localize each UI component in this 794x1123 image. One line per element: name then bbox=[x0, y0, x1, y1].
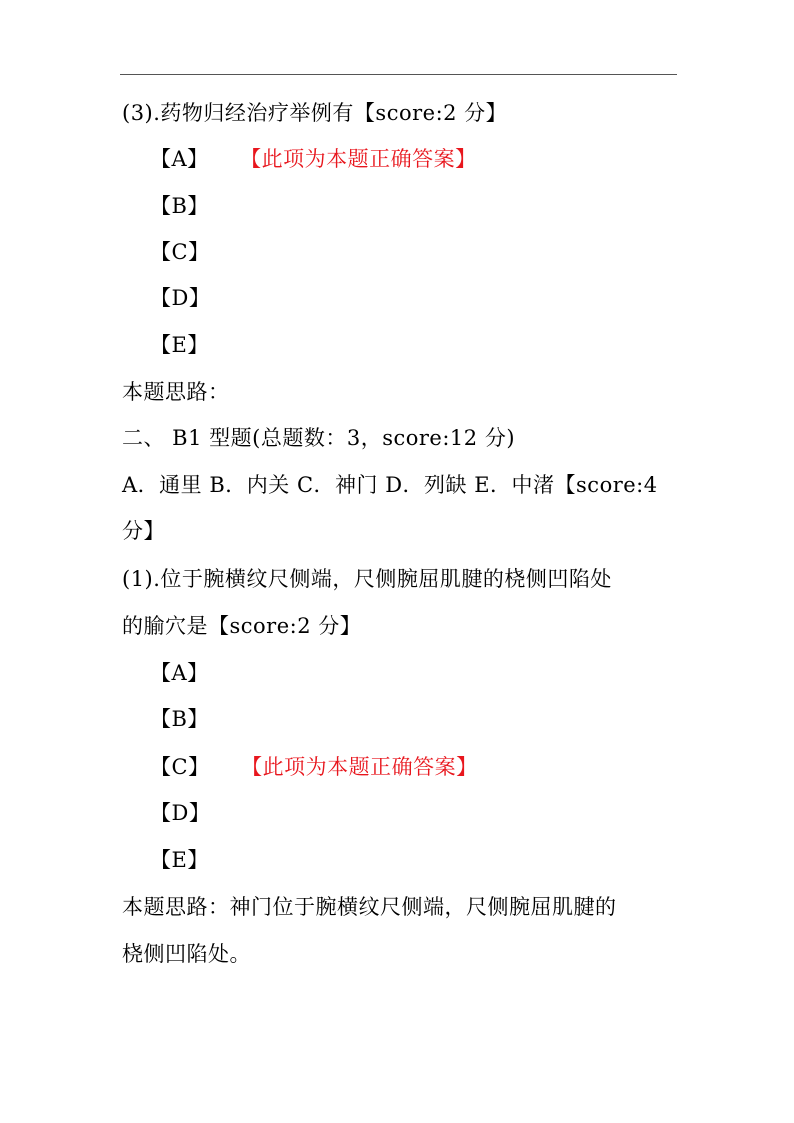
question-1-option-d: 【D】 bbox=[150, 801, 211, 825]
question-3-option-b: 【B】 bbox=[150, 194, 209, 218]
section-2-heading: 二、 B1 型题(总题数：3，score:12 分) bbox=[122, 426, 516, 450]
question-1-option-b: 【B】 bbox=[150, 707, 209, 731]
question-3-option-d: 【D】 bbox=[150, 286, 211, 310]
question-1-stem-line-2: 的腧穴是【score:2 分】 bbox=[122, 614, 362, 638]
question-1-option-a: 【A】 bbox=[150, 661, 209, 685]
question-3-explanation: 本题思路： bbox=[122, 380, 230, 404]
question-1-option-e: 【E】 bbox=[150, 848, 209, 872]
option-label: 【A】 bbox=[150, 147, 209, 171]
section-2-choices-line-2: 分】 bbox=[122, 519, 165, 543]
question-3-option-a bbox=[150, 145, 477, 173]
correct-answer-mark: 【此项为本题正确答案】 bbox=[250, 147, 477, 171]
header-rule bbox=[120, 74, 677, 75]
correct-answer-mark: 【此项为本题正确答案】 bbox=[251, 755, 478, 779]
question-1-explanation-line-2: 桡侧凹陷处。 bbox=[122, 942, 251, 966]
question-3-stem: (3).药物归经治疗举例有【score:2 分】 bbox=[122, 101, 508, 125]
section-2-choices-line-1: A．通里 B．内关 C．神门 D．列缺 E．中渚【score:4 bbox=[122, 473, 658, 497]
option-label: 【C】 bbox=[150, 755, 210, 779]
question-1-explanation-line-1: 本题思路：神门位于腕横纹尺侧端，尺侧腕屈肌腱的 bbox=[122, 895, 617, 919]
question-3-option-e: 【E】 bbox=[150, 333, 209, 357]
question-3-option-c: 【C】 bbox=[150, 240, 210, 264]
question-1-option-c bbox=[150, 753, 478, 781]
question-1-stem-line-1: (1).位于腕横纹尺侧端，尺侧腕屈肌腱的桡侧凹陷处 bbox=[122, 567, 612, 591]
